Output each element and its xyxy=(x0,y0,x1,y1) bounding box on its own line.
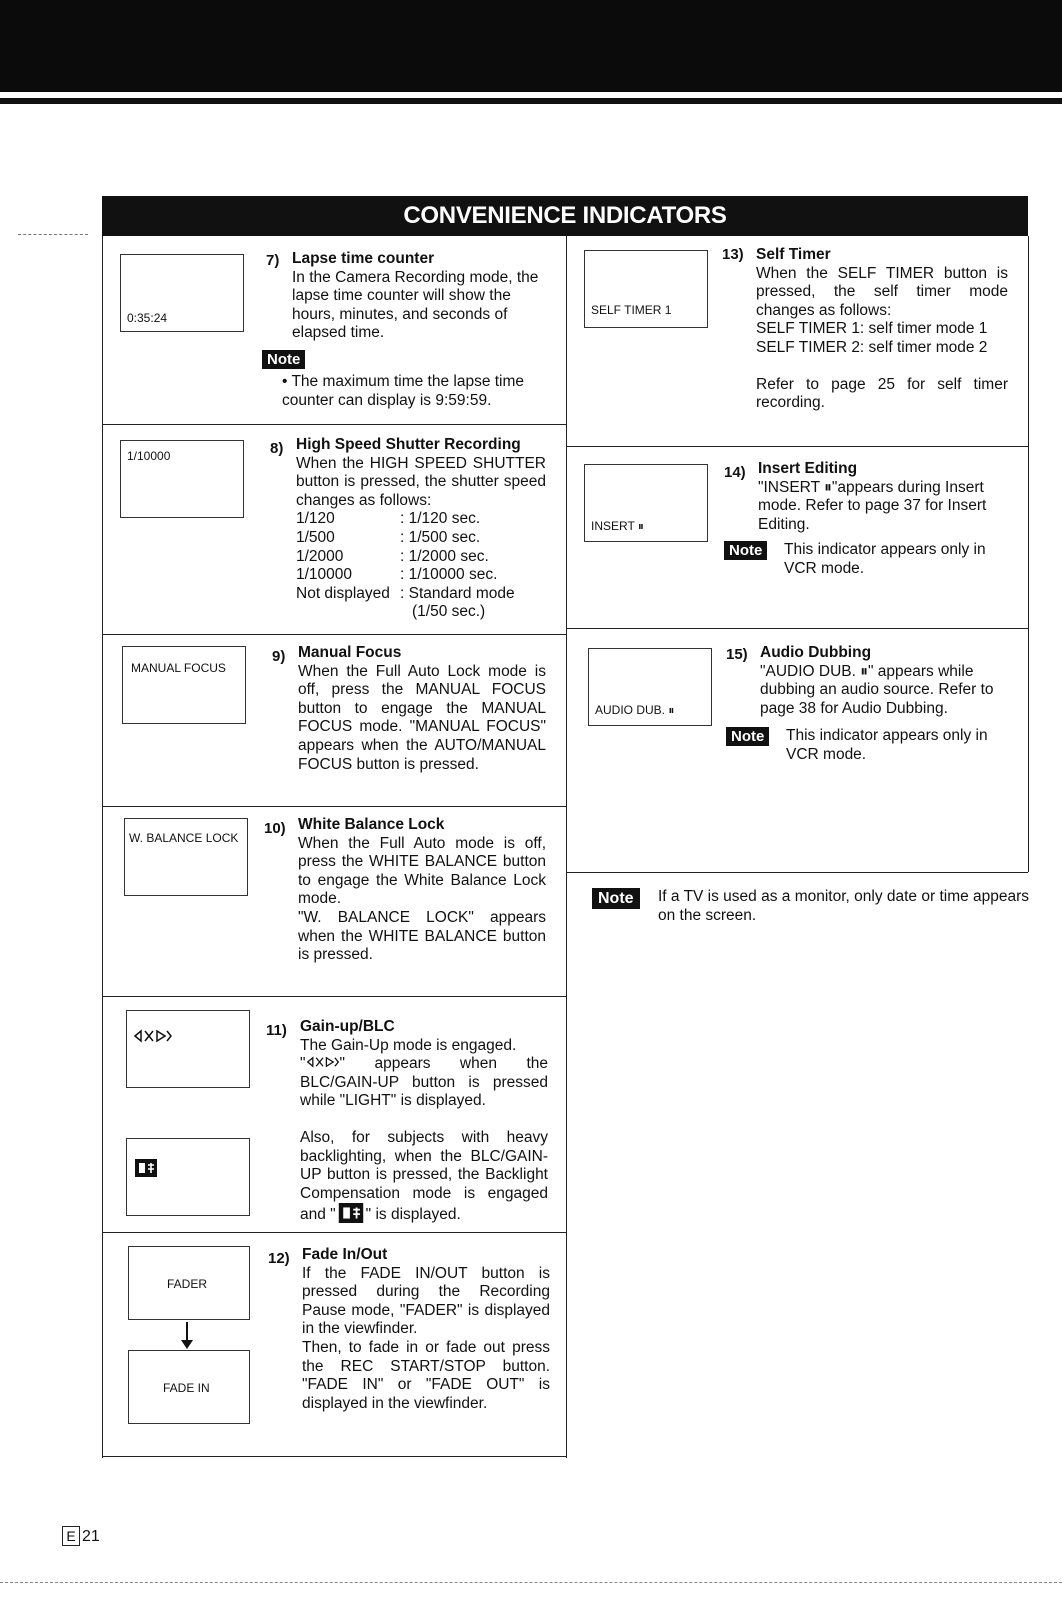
item-text: In the Camera Recording mode, the lapse time counter will show the hours, minutes, and seconds of elapsed time. xyxy=(292,268,539,342)
item-number: 10) xyxy=(264,820,286,837)
self-timer-mode-1: SELF TIMER 1: self timer mode 1 xyxy=(756,320,988,338)
note-text: This indicator appears only in VCR mode. xyxy=(784,541,986,577)
shutter-speed-list xyxy=(296,510,546,622)
speed-value: : Standard mode xyxy=(400,584,515,602)
viewfinder-screen xyxy=(584,464,708,542)
divider xyxy=(566,628,1028,629)
top-black-band xyxy=(0,0,1062,92)
speed-value: : 1/500 sec. xyxy=(400,528,481,546)
item-fade-in-out xyxy=(302,1246,550,1413)
top-rule xyxy=(0,98,1062,104)
item-text: When the Full Auto mode is off, press the WHITE BALANCE button to engage the White Balance Lock mode. xyxy=(298,834,546,908)
item-text: "AUDIO DUB. ⏸" appears while dubbing an audio source. Refer to page 38 for Audio Dubbing. xyxy=(760,662,994,717)
speed-key: 1/10000 xyxy=(296,566,353,584)
insert-display: INSERT ⏸ xyxy=(591,519,644,533)
divider xyxy=(102,1232,566,1233)
speed-value: : 1/120 sec. xyxy=(400,510,481,528)
item-manual-focus xyxy=(298,644,546,774)
fader-display: FADER xyxy=(167,1277,208,1291)
speed-key: 1/120 xyxy=(296,510,335,528)
viewfinder-screen xyxy=(588,648,712,726)
item-title: Fade In/Out xyxy=(302,1246,388,1263)
manual-focus-display: MANUAL FOCUS xyxy=(131,661,226,675)
shutter-display: 1/10000 xyxy=(127,449,171,463)
gain-up-icon xyxy=(306,1056,340,1068)
page-title: CONVENIENCE INDICATORS xyxy=(102,196,1028,236)
item-text-tail: " appears when the BLC/GAIN-UP button is pressed while "LIGHT" is displayed. xyxy=(300,1055,548,1110)
note-label: Note xyxy=(592,888,640,909)
center-divider xyxy=(566,236,567,1458)
item-number: 11) xyxy=(266,1022,287,1039)
note-badge xyxy=(724,541,767,560)
note-badge xyxy=(726,727,769,746)
item-self-timer xyxy=(756,246,1008,413)
viewfinder-screen xyxy=(124,818,248,896)
language-box: E xyxy=(62,1526,80,1546)
viewfinder-screen xyxy=(126,1010,250,1088)
item-text: When the HIGH SPEED SHUTTER button is pressed, the shutter speed changes as follows: xyxy=(296,454,546,509)
item-text: Then, to fade in or fade out press the REC START/STOP button. "FADE IN" or "FADE OUT" is displayed in the viewfinder. xyxy=(302,1338,550,1412)
item-text: The Gain-Up mode is engaged. xyxy=(300,1036,517,1054)
viewfinder-screen xyxy=(584,250,708,328)
item-audio-dubbing xyxy=(760,644,1010,718)
divider xyxy=(102,424,566,425)
item-text xyxy=(300,1129,548,1225)
fade-in-display: FADE IN xyxy=(163,1381,210,1395)
item-number: 15) xyxy=(726,646,748,663)
speed-value: : 1/2000 sec. xyxy=(400,547,489,565)
item-text: Refer to page 25 for self timer recording. xyxy=(756,375,1008,412)
note-text: This indicator appears only in VCR mode. xyxy=(786,727,988,763)
quote: " xyxy=(300,1055,306,1073)
item-text: "INSERT ⏸"appears during Insert mode. Refer to page 37 for Insert Editing. xyxy=(758,478,987,533)
item-number: 7) xyxy=(266,252,280,269)
audio-dub-display: AUDIO DUB. ⏸ xyxy=(595,703,675,717)
gain-up-icon xyxy=(133,1029,173,1043)
item-title: Self Timer xyxy=(756,246,831,263)
item-number: 13) xyxy=(722,246,744,263)
speed-key: 1/2000 xyxy=(296,547,344,565)
divider xyxy=(566,872,1028,873)
item-insert-editing xyxy=(758,460,1008,534)
item-text: When the SELF TIMER button is pressed, the self timer mode changes as follows: xyxy=(756,264,1008,319)
right-border xyxy=(1028,236,1029,872)
note-label: Note xyxy=(262,350,305,369)
item-title: Lapse time counter xyxy=(292,250,435,267)
speed-key xyxy=(296,603,400,622)
divider xyxy=(566,446,1028,447)
note-label: Note xyxy=(724,541,767,560)
divider xyxy=(102,1456,566,1457)
item-text-tail: " is displayed. xyxy=(365,1206,461,1224)
item-gain-up-blc xyxy=(300,1018,548,1225)
bottom-dash xyxy=(0,1582,1062,1583)
self-timer-display: SELF TIMER 1 xyxy=(591,303,672,317)
item-number: 12) xyxy=(268,1250,290,1267)
backlight-compensation-icon xyxy=(336,1203,366,1223)
margin-dash xyxy=(18,234,88,235)
item-title: Gain-up/BLC xyxy=(300,1018,395,1035)
speed-value: (1/50 sec.) xyxy=(412,603,486,621)
viewfinder-screen xyxy=(126,1138,250,1216)
item-number: 9) xyxy=(272,648,286,665)
divider xyxy=(102,996,566,997)
item-number: 8) xyxy=(270,440,284,457)
speed-key: Not displayed xyxy=(296,584,390,602)
item-high-speed-shutter xyxy=(296,436,546,622)
item-title: Manual Focus xyxy=(298,644,402,661)
arrow-down-icon xyxy=(180,1322,194,1350)
item-lapse-time-counter xyxy=(292,250,542,343)
backlight-compensation-icon xyxy=(135,1159,157,1177)
page-number xyxy=(62,1526,100,1546)
self-timer-mode-2: SELF TIMER 2: self timer mode 2 xyxy=(756,338,988,356)
viewfinder-screen xyxy=(122,646,246,724)
viewfinder-screen xyxy=(120,254,244,332)
divider xyxy=(102,806,566,807)
divider xyxy=(102,634,566,635)
speed-key: 1/500 xyxy=(296,528,335,546)
viewfinder-screen xyxy=(128,1246,250,1320)
item-text-body: Also, for subjects with heavy backlighting, when the BLC/GAIN-UP button is pressed, the Backlight Compensation mode is engaged and " xyxy=(300,1128,548,1224)
item-text: If the FADE IN/OUT button is pressed during the Recording Pause mode, "FADER" is displayed in the viewfinder. xyxy=(302,1264,550,1338)
item-number: 14) xyxy=(724,464,746,481)
item-white-balance-lock xyxy=(298,816,546,965)
viewfinder-screen xyxy=(128,1350,250,1424)
note-label: Note xyxy=(726,727,769,746)
page-number-value: 21 xyxy=(82,1528,100,1545)
item-title: White Balance Lock xyxy=(298,816,445,833)
item-text xyxy=(300,1055,548,1111)
item-text: "W. BALANCE LOCK" appears when the WHITE BALANCE button is pressed. xyxy=(298,908,546,964)
lapse-time-display: 0:35:24 xyxy=(127,311,168,325)
item-title: Audio Dubbing xyxy=(760,644,872,661)
note-text: • The maximum time the lapse time counter can display is 9:59:59. xyxy=(282,373,525,409)
general-note-text: If a TV is used as a monitor, only date or time appears on the screen. xyxy=(658,888,1030,924)
note-badge xyxy=(592,888,640,909)
left-border xyxy=(102,236,103,1458)
viewfinder-screen xyxy=(120,440,244,518)
note-badge xyxy=(262,350,305,369)
item-text: When the Full Auto Lock mode is off, press the MANUAL FOCUS button to engage the MANUAL FOCUS mode. "MANUAL FOCUS" appears when the AUTO/MANUAL FOCUS button is pressed. xyxy=(298,662,546,773)
white-balance-display: W. BALANCE LOCK xyxy=(129,831,239,845)
item-title: High Speed Shutter Recording xyxy=(296,436,521,453)
item-title: Insert Editing xyxy=(758,460,858,477)
speed-value: : 1/10000 sec. xyxy=(400,566,498,584)
